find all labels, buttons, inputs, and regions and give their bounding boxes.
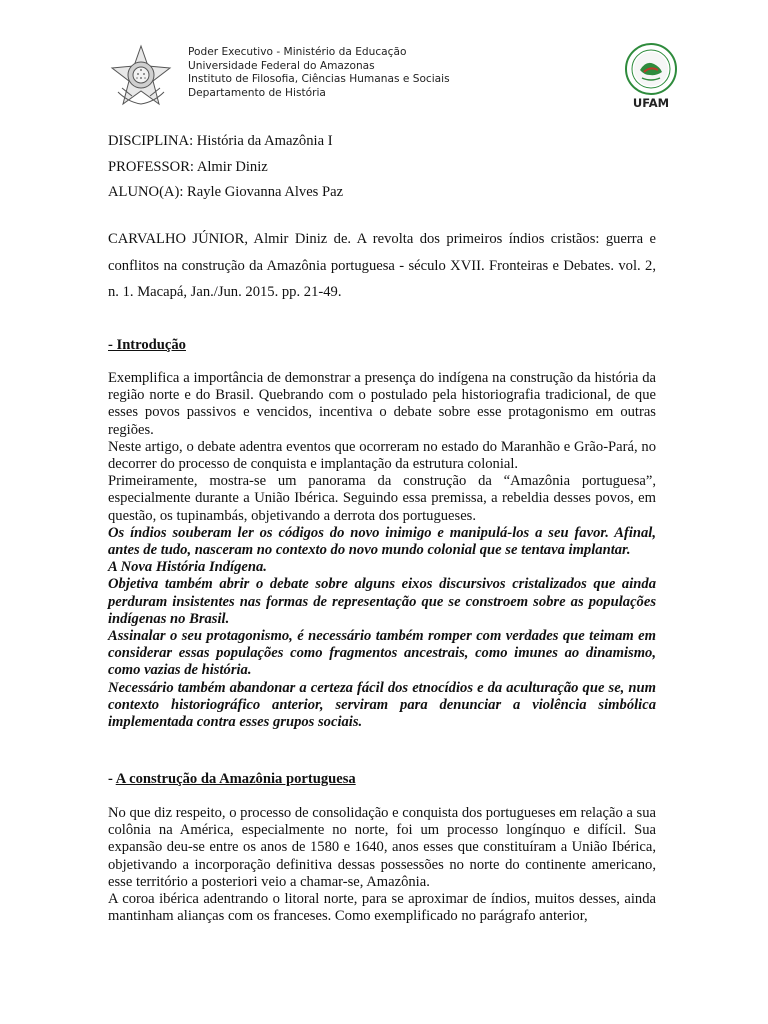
brazil-coat-of-arms-icon [108, 44, 174, 110]
intro-emphasis: Os índios souberam ler os códigos do novo inimigo e manipulá-los a seu favor. Afinal, antes de tudo, nasceram no contexto do novo mundo colonial que se tentava implantar. [108, 524, 656, 559]
section2-dash: - [108, 771, 116, 787]
institution-line: Universidade Federal do Amazonas [188, 59, 375, 72]
intro-heading-text: - Introdução [108, 337, 186, 353]
institution-line: Instituto de Filosofia, Ciências Humanas e Sociais [188, 73, 450, 86]
section2-heading [108, 771, 356, 788]
ufam-seal-icon [624, 42, 678, 96]
professor-value: Almir Diniz [196, 159, 268, 175]
disciplina-value: História da Amazônia I [196, 133, 333, 149]
intro-body [108, 370, 656, 731]
section2-body [108, 805, 656, 925]
aluno-value: Rayle Giovanna Alves Paz [187, 184, 344, 200]
intro-emphasis: A Nova História Indígena. [108, 559, 267, 576]
disciplina-line [108, 133, 333, 150]
letterhead [108, 40, 678, 110]
intro-emphasis: Assinalar o seu protagonismo, é necessário também romper com verdades que teimam em considerar essas populações como fragmentos ancestrais, como imunes ao dinamismo, como vazias de história. [108, 628, 656, 679]
ufam-label: UFAM [632, 96, 670, 110]
intro-emphasis: Necessário também abandonar a certeza fácil dos etnocídios e da aculturação que se, num contexto historiográfico anterior, serviram para denunciar a violência simbólica implementada contra esses grupos sociais. [108, 679, 656, 731]
aluno-label: ALUNO(A): [108, 184, 184, 200]
bibliographic-reference: CARVALHO JÚNIOR, Almir Diniz de. A revolta dos primeiros índios cristãos: guerra e conflitos na construção da Amazônia portuguesa - século XVII. Fronteiras e Debates. vol. 2, n. 1. Macapá, Jan./Jun. 2015. pp. 21-49. [108, 231, 656, 300]
section2-heading-text: A construção da Amazônia portuguesa [115, 771, 356, 787]
institution-line: Poder Executivo - Ministério da Educação [188, 46, 407, 58]
section2-paragraph: No que diz respeito, o processo de consolidação e conquista dos portugueses em relação a sua colônia na América, especialmente no norte, foi um processo longínquo e difícil. Sua expansão deu-se entre os anos de 1580 e 1640, anos esses que constituíram a União Ibérica, objetivando a incorporação definitiva dessas possessões no norte do continente americano, esse território a posteriori veio a chamar-se, Amazônia. [108, 805, 656, 890]
intro-paragraph: Primeiramente, mostra-se um panorama da construção da “Amazônia portuguesa”, especialmente durante a União Ibérica. Seguindo essa premissa, a rebeldia desses povos, em questão, os tupinambás, objetivando a derrota dos portugueses. [108, 473, 656, 524]
institution-line: Departamento de História [188, 86, 326, 99]
disciplina-label: DISCIPLINA: [108, 133, 194, 149]
section2-paragraph: A coroa ibérica adentrando o litoral norte, para se aproximar de índios, muitos desses, ainda mantinham alianças com os franceses. Como exemplificado no parágrafo anterior, [108, 891, 656, 925]
aluno-line [108, 184, 343, 201]
intro-paragraph: Neste artigo, o debate adentra eventos que ocorreram no estado do Maranhão e Grão-Pará, no decorrer do processo de conquista e implantação da estrutura colonial. [108, 438, 656, 473]
intro-heading [108, 337, 186, 354]
intro-emphasis: Objetiva também abrir o debate sobre alguns eixos discursivos cristalizados que ainda perduram insistentes nas formas de representação que se constroem sobre as populações indígenas no Brasil. [108, 576, 656, 627]
institution-block [188, 46, 450, 100]
professor-line [108, 159, 268, 176]
intro-paragraph: Exemplifica a importância de demonstrar a presença do indígena na construção da história da região norte e do Brasil. Quebrando com o postulado pela historiografia tradicional, de que esses povos passivos e vencidos, incentiva o debate sobre esse protagonismo em outras regiões. [108, 370, 656, 438]
professor-label: PROFESSOR: [108, 159, 194, 175]
